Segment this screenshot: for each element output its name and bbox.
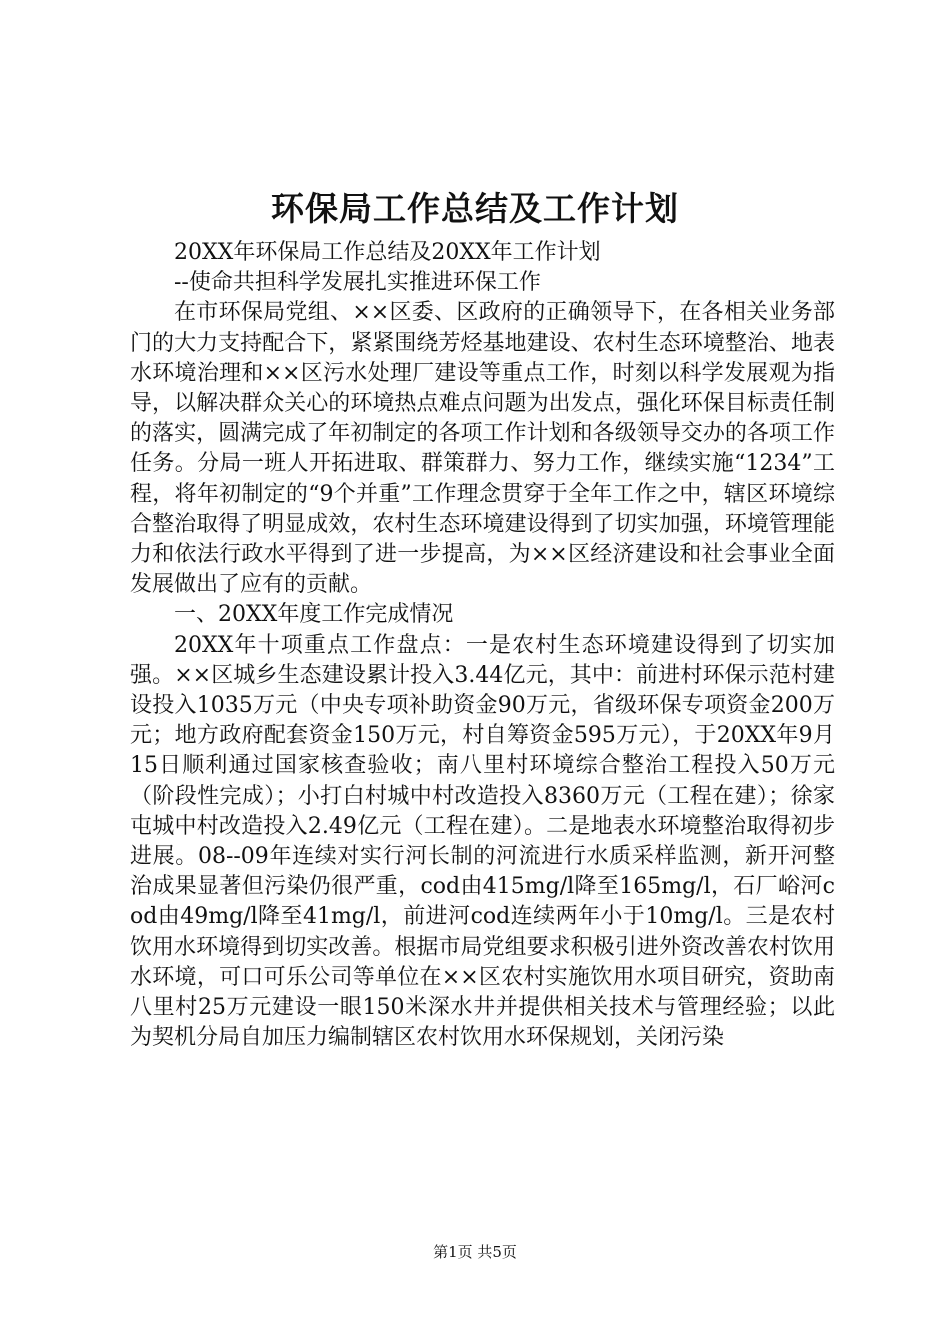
page-footer: 第1页 共5页: [433, 1243, 517, 1261]
intro-paragraph: 在市环保局党组、××区委、区政府的正确领导下，在各相关业务部门的大力支持配合下，紧紧围绕芳烃基地建设、农村生态环境整治、地表水环境治理和××区污水处理厂建设等重点工作，时刻以科学发展观为指导，以解决群众关心的环境热点难点问题为出发点，强化环保目标责任制的落实，圆满完成了年初制定的各项工作计划和各级领导交办的各项工作任务。分局一班人开拓进取、群策群力、努力工作，继续实施“1234”工程，将年初制定的“9个并重”工作理念贯穿于全年工作之中，辖区环境综合整治取得了明显成效，农村生态环境建设得到了切实加强，环境管理能力和依法行政水平得到了进一步提高，为××区经济建设和社会事业全面发展做出了应有的贡献。: [130, 300, 835, 598]
document-title: 环保局工作总结及工作计划: [271, 189, 679, 228]
section-heading: 一、20XX年度工作完成情况: [174, 602, 454, 628]
subtitle-slogan: --使命共担科学发展扎实推进环保工作: [174, 270, 541, 296]
document-body: [130, 238, 835, 1053]
work-summary-paragraph: 20XX年十项重点工作盘点：一是农村生态环境建设得到了切实加强。××区城乡生态建设累计投入3.44亿元，其中：前进村环保示范村建设投入1035万元（中央专项补助资金90万元，省级环保专项资金200万元；地方政府配套资金150万元，村自筹资金595万元），于20XX年9月15日顺利通过国家核查验收；南八里村环境综合整治工程投入50万元（阶段性完成）；小打白村城中村改造投入8360万元（工程在建）；徐家屯城中村改造投入2.49亿元（工程在建）。二是地表水环境整治取得初步进展。08--09年连续对实行河长制的河流进行水质采样监测，新开河整治成果显著但污染仍很严重，cod由415mg/l降至165mg/l，石厂峪河cod由49mg/l降至41mg/l，前进河cod连续两年小于10mg/l。三是农村饮用水环境得到切实改善。根据市局党组要求积极引进外资改善农村饮用水环境，可口可乐公司等单位在××区农村实施饮用水项目研究，资助南八里村25万元建设一眼150米深水井并提供相关技术与管理经验；以此为契机分局自加压力编制辖区农村饮用水环保规划，关闭污染: [130, 632, 835, 1051]
subtitle-line: 20XX年环保局工作总结及20XX年工作计划: [174, 240, 601, 265]
